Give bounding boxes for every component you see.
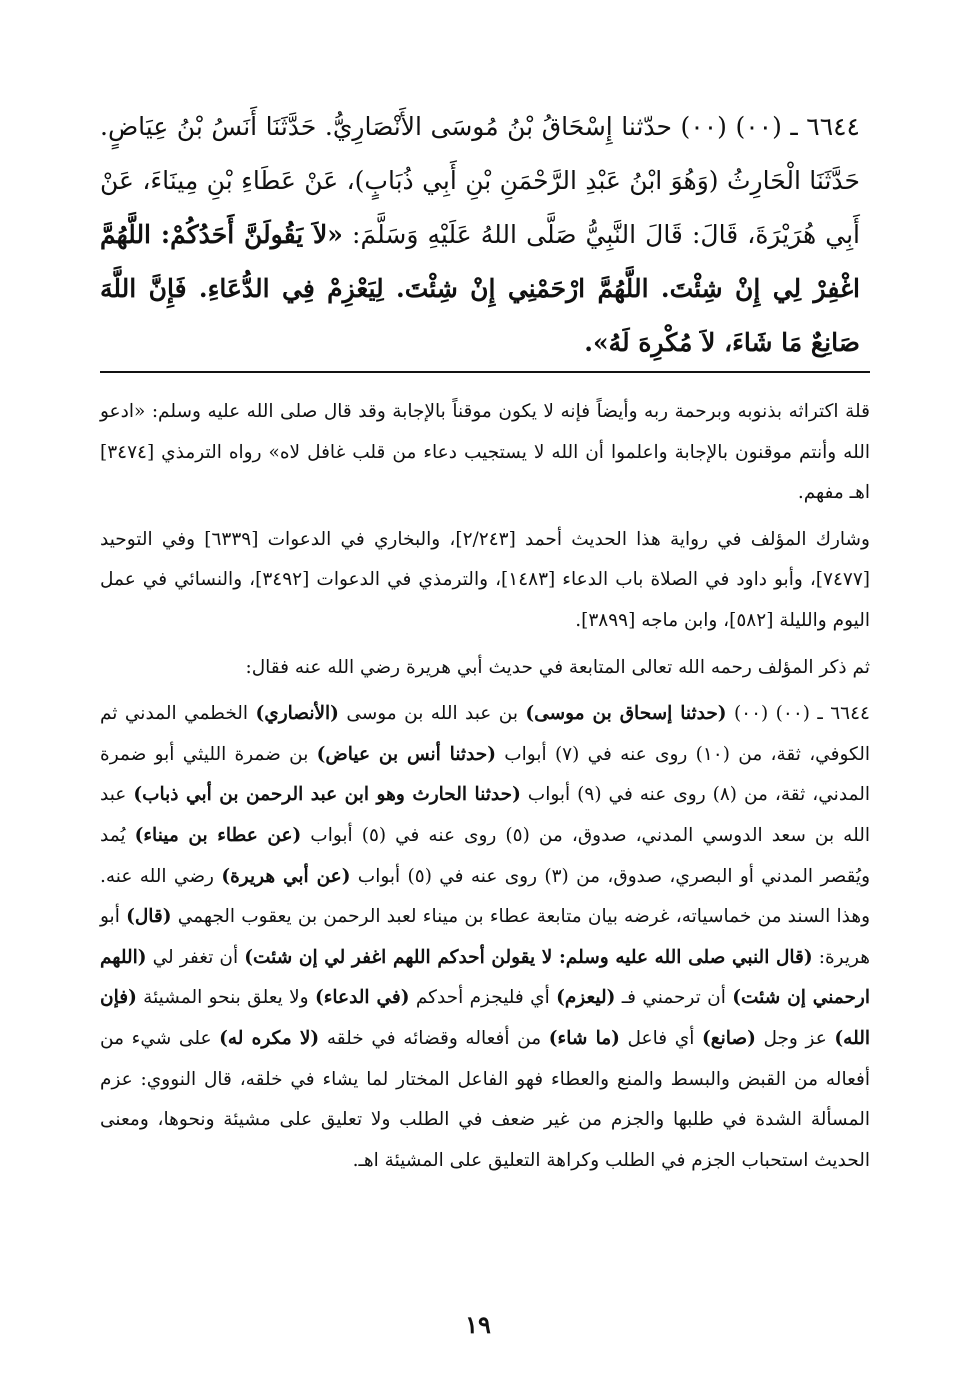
text-segment: بن عبد الله بن موسى [338, 703, 526, 725]
text-segment: أي فليجزم أحدكم [409, 987, 557, 1009]
text-segment: أي فاعل [619, 1027, 702, 1049]
commentary [100, 392, 870, 1181]
bold-segment: (الأنصاري) [255, 703, 339, 725]
text-segment: ٦٦٤٤ ـ (٠٠) (٠٠) [726, 703, 870, 725]
bold-segment: (حدثنا إسحاق بن موسى) [525, 703, 727, 725]
hadith-text [100, 100, 860, 370]
text-segment: أبو هريرة: [100, 906, 870, 968]
bold-segment: (ما شاء) [548, 1027, 620, 1049]
bold-segment: (ليعزم) [556, 987, 616, 1009]
bold-segment: (عن أبي هريرة) [221, 865, 351, 887]
commentary-paragraph-1: قلة اكتراثه بذنوبه وبرحمة ربه وأيضاً فإنه لا يكون موقناً بالإجابة وقد قال صلى الله عليه وسلم: «ادعو الله وأنتم موقنون بالإجابة واعلموا أن الله لا يستجيب دعاء من قلب غافل لاه» رواه الترمذي [٣٤٧٤] اهـ مفهم. [100, 401, 870, 504]
bold-segment: (اللهم ارحمني إن شئت) [100, 946, 870, 1009]
bold-segment: (عن عطاء بن ميناء) [134, 824, 302, 846]
bold-segment: (قال النبي صلى الله عليه وسلم: لا يقولن أحدكم اللهم اغفر لي إن شئت) [244, 946, 813, 968]
page-number: ١٩ [465, 1310, 491, 1339]
text-segment: من أفعاله وقضائه في خلقه [319, 1027, 549, 1049]
hadith-matn: «لاَ يَقُولَنَّ أَحَدُكُمْ: اللَّهُمَّ اغْفِرْ لِي إِنْ شِئْتَ. اللَّهُمَّ ارْحَمْنِي إِنْ شِئْتَ. لِيَعْزِمْ فِي الدُّعَاءِ. فَإِنَّ اللَّهَ صَانِعٌ مَا شَاءَ، لاَ مُكْرِهَ لَهُ». [100, 220, 860, 357]
bold-segment: (حدثنا الحارث وهو ابن عبد الرحمن بن أبي ذباب) [133, 784, 521, 806]
commentary-paragraph-3: ثم ذكر المؤلف رحمه الله تعالى المتابعة في حديث أبي هريرة رضي الله عنه فقال: [245, 656, 870, 678]
text-segment: يُمد ويُقصر المدني أو البصري، صدوق، من (٣) روى عنه في (٥) أبواب [100, 824, 871, 887]
bold-segment: (فإن الله) [100, 987, 870, 1049]
hadith-chain: ٦٦٤٤ ـ (٠٠) (٠٠) حدّثنا إِسْحَاقُ بْنُ مُوسَى الأَنْصَارِيُّ. حَدَّثَنَا أَنَسُ بْنُ عِيَاضٍ. حَدَّثَنَا الْحَارِثُ (وَهُوَ ابْنُ عَبْدِ الرَّحْمَنِ بْنِ أَبِي ذُبَابٍ)، عَنْ عَطَاءِ بْنِ مِينَاءَ، عَنْ أَبِي هُرَيْرَةَ، قَالَ: قَالَ النَّبِيُّ صَلَّى اللهُ عَلَيْهِ وَسَلَّمَ: [100, 112, 860, 249]
text-segment: رضي الله عنه. وهذا السند من خماسياته، غرضه بيان متابعة عطاء بن ميناء لعبد الرحمن بن يعقوب الجهمي [100, 865, 871, 928]
bold-segment: (قال) [126, 906, 172, 928]
text-segment: عبد الله بن سعد الدوسي المدني، صدوق، من (٥) روى عنه في (٥) أبواب [100, 784, 870, 846]
text-segment: الخطمي المدني ثم الكوفي، ثقة، من (١٠) روى عنه في (٧) أبواب [100, 703, 870, 765]
text-segment: ولا يعلق بنحو المشيئة [136, 987, 315, 1009]
commentary-paragraph-2: وشارك المؤلف في رواية هذا الحديث أحمد [٢/٢٤٣]، والبخاري في الدعوات [٦٣٣٩] وفي التوحيد [٧٤٧٧]، وأبو داود في الصلاة باب الدعاء [١٤٨٣]، والترمذي في الدعوات [٣٤٩٢]، والنسائي في عمل اليوم والليلة [٥٨٢]، وابن ماجه [٣٨٩٩]. [100, 528, 870, 631]
text-segment: على شيء من أفعاله من القبض والبسط والمنع والعطاء فهو الفاعل المختار لما يشاء في خلقه، قال النووي: عزم المسألة الشدة في طلبها والجزم من غير ضعف في الطلب ولا تعليق على مشيئة ونحوها، ومعنى الحديث استحباب الجزم في الطلب وكراهة التعليق على المشيئة اهـ. [100, 1027, 870, 1171]
commentary-paragraph-4 [100, 694, 870, 1181]
text-segment: عز وجل [755, 1027, 835, 1049]
footnote-divider [100, 371, 870, 373]
text-segment: أن ترحمني فـ [615, 987, 733, 1009]
bold-segment: (في الدعاء) [314, 987, 410, 1009]
text-segment: بن ضمرة الليثي أبو ضمرة المدني، ثقة، من (٨) روى عنه في (٩) أبواب [100, 743, 871, 806]
text-segment: أن تغفر لي [146, 946, 245, 968]
bold-segment: (صانع) [701, 1027, 756, 1049]
bold-segment: (حدثنا أنس بن عياض) [316, 743, 496, 765]
bold-segment: (لا مكره له) [219, 1027, 320, 1049]
